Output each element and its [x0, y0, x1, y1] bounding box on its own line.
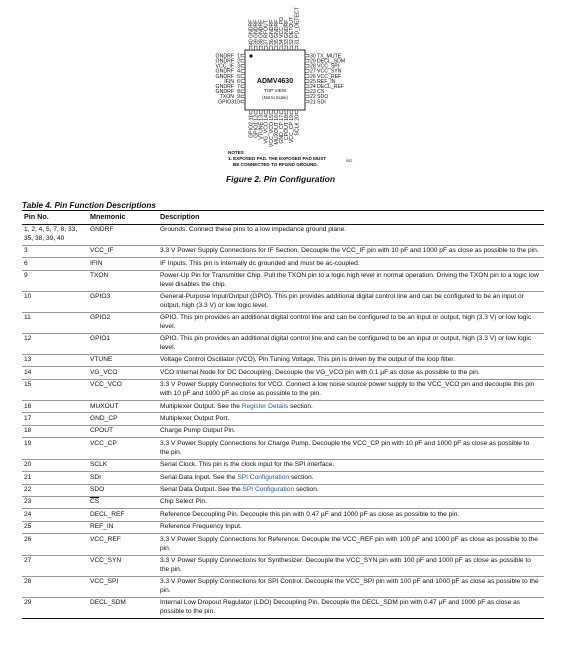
mnemonic-cell: VTUNE — [88, 354, 158, 366]
pin-label: CPOUT — [284, 122, 291, 141]
pin-label: VCC_REF — [317, 73, 342, 80]
description-cell: 3.3 V Power Supply Connections for VCO. Connect a low noise source power supply to the VCC_VCO pin and decouple this pin with 10 pF and 1000 pF as close as possible to the pin. — [158, 379, 544, 400]
table-caption: Table 4. Pin Function Descriptions — [22, 201, 156, 210]
pin-label: 7 — [237, 84, 240, 90]
description-cell: Reference Decoupling Pin. Decouple this pin with 0.47 µF and 1000 pF as close as possible to the pin. — [158, 509, 544, 521]
pin-pad — [241, 100, 245, 103]
mnemonic-cell: IFIN — [88, 258, 158, 270]
description-cell: Multiplexer Output Port. — [158, 413, 544, 425]
description-cell: Chip Select Pin. — [158, 496, 544, 508]
pin-label: TXON — [219, 94, 234, 101]
pin-label: VCC_CP — [289, 122, 296, 144]
pin-pad — [241, 75, 245, 78]
pin-number-cell: 10 — [22, 291, 88, 312]
mnemonic-cell: $\overline{CS}$ — [88, 496, 158, 508]
pin-pad — [305, 59, 309, 62]
description-text: section. — [288, 402, 313, 410]
table-row — [22, 291, 544, 312]
pin-label: 28 — [310, 63, 316, 70]
pin-diagram-svg — [0, 0, 561, 200]
pin-label: VG_VCO — [263, 122, 270, 144]
mnemonic-cell: VCC_IF — [88, 245, 158, 257]
pin-label: DECL_SDM — [317, 58, 346, 65]
description-cell — [158, 472, 544, 484]
pin-pad — [241, 80, 245, 83]
pin-label: 25 — [310, 78, 316, 85]
table-row — [22, 312, 544, 333]
pin-label: VCC_SPI — [317, 63, 340, 70]
pin-label: GNDRF — [215, 89, 234, 96]
description-cell: IF Inputs. This pin is internally dc grounded and must be ac-coupled. — [158, 258, 544, 270]
pin-pad — [285, 110, 288, 114]
pin-number-cell: 15 — [22, 379, 88, 400]
mnemonic-cell: DECL_SDM — [88, 597, 158, 618]
pin-label: GNDRF — [215, 68, 234, 75]
pin-label: GNDRF — [215, 73, 234, 80]
mnemonic-cell: GNDRF — [88, 224, 158, 245]
mnemonic-cell: SDI — [88, 472, 158, 484]
table-row — [22, 425, 544, 437]
pin-number-cell: 11 — [22, 312, 88, 333]
pin-configuration-figure — [0, 0, 561, 200]
pin-pad — [305, 85, 309, 88]
pin-label: 30 — [310, 53, 316, 60]
figure-id: 002 — [346, 159, 353, 163]
pin-label: GPIO2 — [248, 122, 255, 138]
pin-label: RFOUT — [263, 20, 270, 38]
pin-label: GNDRF — [215, 84, 234, 90]
pin-label: GND_CP — [279, 122, 285, 144]
description-cell — [158, 484, 544, 496]
mnemonic-cell: SCLK — [88, 459, 158, 471]
table-row — [22, 333, 544, 354]
pin-pad — [305, 54, 309, 57]
pin-number-cell: 13 — [22, 354, 88, 366]
description-cell: Reference Frequency Input. — [158, 521, 544, 533]
pin-label: 15 — [268, 115, 275, 121]
pin-label: 13 — [258, 115, 265, 121]
pin-label: 2 — [237, 58, 240, 65]
pin-number-cell: 9 — [22, 270, 88, 291]
section-link[interactable]: Register Details — [241, 402, 289, 410]
description-text: Serial Data Input. See the — [160, 473, 238, 481]
pin-label: 12 — [253, 115, 260, 121]
pin-label: GPIO1 — [253, 122, 260, 138]
pin-label: 33 — [284, 39, 291, 45]
pin-label: GNDRF — [258, 19, 265, 38]
description-cell: Grounds. Connect these pins to a low impedance ground plane. — [158, 224, 544, 245]
pin-label: SDO — [317, 94, 329, 101]
description-cell: Charge Pump Output Pin. — [158, 425, 544, 437]
pin-label: 40 — [248, 39, 255, 45]
mnemonic-cell: CPOUT — [88, 425, 158, 437]
pin-label: 14 — [263, 115, 270, 121]
pin-pad — [249, 110, 252, 114]
table-row — [22, 509, 544, 521]
pin-number-cell: 24 — [22, 509, 88, 521]
pin-pad — [241, 95, 245, 98]
description-cell: Internal Low Dropout Regulator (LDO) Decoupling Pin. Decouple the DECL_SDM pin with 0.47 µF and 1000 pF as close as possible to the pin. — [158, 597, 544, 618]
pin-number-cell: 25 — [22, 521, 88, 533]
pin-label: SCLK — [294, 122, 301, 136]
pin-label: 4 — [237, 68, 240, 75]
pin-label: 32 — [289, 39, 296, 45]
pin-pad — [275, 46, 278, 50]
pin-pad — [241, 90, 245, 93]
pin-label: 29 — [310, 58, 316, 65]
description-cell: GPIO. This pin provides an additional digital control line and can be configured to be an input or output, high (3.3 V) or low logic level. — [158, 333, 544, 354]
pin-label: 36 — [268, 39, 275, 45]
pin-pad — [254, 46, 257, 50]
pin-pad — [305, 65, 309, 68]
table-row — [22, 459, 544, 471]
pin-number-cell: 23 — [22, 496, 88, 508]
pin-label: VCC_PD — [279, 16, 285, 38]
pin-number-cell: 21 — [22, 472, 88, 484]
notes-title: NOTES — [228, 150, 244, 155]
pin-label: 39 — [253, 39, 260, 45]
pin-pad — [305, 100, 309, 103]
description-cell: Serial Clock. This pin is the clock input for the SPI interface. — [158, 459, 544, 471]
pin-pad — [260, 46, 263, 50]
table-row — [22, 258, 544, 270]
description-cell: Voltage Control Oscillator (VCO), Pin Tuning Voltage. This pin is driven by the output of the loop filter. — [158, 354, 544, 366]
chip-scale-label: (Not to Scale) — [262, 95, 288, 100]
description-cell: 3.3 V Power Supply Connections for Reference. Decouple the VCC_REF pin with 100 pF and 1000 pF as close as possible to the pin. — [158, 534, 544, 555]
table-row — [22, 438, 544, 459]
pin-pad — [285, 46, 288, 50]
pin-label: 18 — [284, 115, 291, 121]
pin-label: 10 — [234, 99, 240, 106]
header-pin-no: Pin No. — [22, 211, 88, 225]
pin-number-cell: 27 — [22, 555, 88, 576]
pin-number-cell: 18 — [22, 425, 88, 437]
description-text: section. — [289, 473, 314, 481]
pin-pad — [254, 110, 257, 114]
pin-label: 20 — [294, 115, 301, 121]
pin-pad — [280, 110, 283, 114]
mnemonic-cell: VCC_VCO — [88, 379, 158, 400]
pin-number-cell: 12 — [22, 333, 88, 354]
pin-label: 5 — [237, 73, 240, 80]
pin-label: GNDRF — [284, 19, 291, 38]
pin-number-cell: 19 — [22, 438, 88, 459]
pin-number-cell: 3 — [22, 245, 88, 257]
table-row — [22, 401, 544, 413]
pin-label: GPIO3 — [218, 99, 234, 106]
pin-pad — [295, 110, 298, 114]
pin-label: VCC_VCO — [268, 122, 275, 148]
pin-pad — [241, 54, 245, 57]
pin-label: VTUNE — [258, 122, 265, 140]
pin-pad — [270, 110, 273, 114]
table-row — [22, 270, 544, 291]
pin-label: VCC_IF — [215, 63, 234, 70]
table-row — [22, 576, 544, 597]
pin-label: SDI — [317, 99, 326, 106]
pin-label: 17 — [279, 115, 285, 121]
section-link[interactable]: SPI Configuration — [237, 473, 290, 481]
pin-number-cell: 14 — [22, 367, 88, 379]
pin-pad — [280, 46, 283, 50]
header-mnemonic: Mnemonic — [88, 211, 158, 225]
mnemonic-cell: GPIO1 — [88, 333, 158, 354]
description-cell: 3.3 V Power Supply Connections for Synthesizer. Decouple the VCC_SYN pin with 100 pF and 1000 pF as close as possible to the pin. — [158, 555, 544, 576]
pin-label: REF_IN — [317, 78, 336, 85]
mnemonic-cell: VCC_REF — [88, 534, 158, 555]
mnemonic-cell: VCC_SPI — [88, 576, 158, 597]
mnemonic-cell: DECL_REF — [88, 509, 158, 521]
pin-number-cell: 22 — [22, 484, 88, 496]
pin-label: GNDRF — [273, 19, 280, 38]
pin-pad — [260, 110, 263, 114]
pin-label: DETOUT — [289, 16, 296, 38]
pin-label: 19 — [289, 115, 296, 121]
pin-label: PD_DETECT — [294, 7, 301, 38]
pin-label: DECL_REF — [317, 84, 345, 90]
table-row — [22, 367, 544, 379]
header-description: Description — [158, 211, 544, 225]
pin-pad — [305, 75, 309, 78]
pin-pad — [241, 59, 245, 62]
description-text: Multiplexer Output. See the — [160, 402, 242, 410]
pin-label: 23 — [310, 89, 316, 96]
table-row — [22, 224, 544, 245]
section-link[interactable]: SPI Configuration — [242, 486, 295, 493]
pin-number-cell: 16 — [22, 401, 88, 413]
pin-number-cell: 20 — [22, 459, 88, 471]
mnemonic-cell: GND_CP — [88, 413, 158, 425]
pin-number-cell: 1, 2, 4, 5, 7, 8, 33, 35, 38, 39, 40 — [22, 224, 88, 245]
pin-label: VCC_SYN — [317, 68, 342, 75]
description-cell: VCO Internal Node for DC Decoupling. Decouple the VG_VCO pin with 0.1 µF as close as possible to the pin. — [158, 367, 544, 379]
pin-label: 26 — [310, 73, 316, 80]
pin-pad — [249, 46, 252, 50]
pin-label: 27 — [310, 68, 316, 75]
pin-label: MUXOUT — [273, 122, 280, 145]
description-cell: General-Purpose Input/Output (GPIO). This pin provides additional digital control line and can be configured to be an input or output, high (3.3 V) or low logic level. — [158, 291, 544, 312]
pin-pad — [305, 70, 309, 73]
pin-label: 24 — [310, 84, 316, 90]
mnemonic-cell: GPIO2 — [88, 312, 158, 333]
description-cell — [158, 401, 544, 413]
pin-label: 8 — [237, 89, 240, 96]
table-row — [22, 379, 544, 400]
pin-label: GNDRF — [268, 19, 275, 38]
pin-pad — [295, 46, 298, 50]
figure-caption: Figure 2. Pin Configuration — [225, 174, 336, 184]
pin-pad — [305, 95, 309, 98]
table-row — [22, 484, 544, 496]
mnemonic-cell: GPIO3 — [88, 291, 158, 312]
pin-label: 31 — [294, 39, 301, 45]
pin-label: GNDRF — [215, 58, 234, 65]
pin-pad — [241, 70, 245, 73]
pin-number-cell: 17 — [22, 413, 88, 425]
pin-label: TX_MUTE — [317, 53, 342, 60]
pin-pad — [305, 90, 309, 93]
mnemonic-cell: TXON — [88, 270, 158, 291]
pin-label: 1 — [237, 53, 240, 60]
mnemonic-cell: VCC_CP — [88, 438, 158, 459]
table-row — [22, 413, 544, 425]
description-cell: GPIO. This pin provides an additional digital control line and can be configured to be an input or output, high (3.3 V) or low logic level. — [158, 312, 544, 333]
pin-label: 11 — [248, 115, 255, 121]
table-row — [22, 521, 544, 533]
pin-function-table — [22, 210, 544, 619]
table-row — [22, 472, 544, 484]
mnemonic-cell: VG_VCO — [88, 367, 158, 379]
pin-pad — [305, 80, 309, 83]
description-cell: 3.3 V Power Supply Connections for Charge Pump. Decouple the VCC_CP pin with 10 pF and 1000 pF as close as possible to the pin. — [158, 438, 544, 459]
pin-pad — [241, 85, 245, 88]
pin-pad — [270, 46, 273, 50]
notes-line-2: BE CONNECTED TO RFGND GROUND. — [233, 162, 318, 167]
table-row — [22, 555, 544, 576]
pin-number-cell: 28 — [22, 576, 88, 597]
pin-label: 16 — [273, 115, 280, 121]
description-cell: 3.3 V Power Supply Connections for SPI Control. Decouple the VCC_SPI pin with 100 pF and 1000 pF as close as possible to the pin. — [158, 576, 544, 597]
mnemonic-cell: MUXOUT — [88, 401, 158, 413]
pin-label: 22 — [310, 94, 316, 101]
chip-name: ADMV4630 — [256, 78, 294, 85]
pin-pad — [265, 46, 268, 50]
table-header-row — [22, 211, 544, 225]
pin-label: 9 — [237, 94, 240, 101]
pin-label: GNDRF — [248, 19, 255, 38]
mnemonic-cell: SDO — [88, 484, 158, 496]
pin-pad — [290, 110, 293, 114]
description-text: Serial Data Output. See the — [160, 486, 243, 493]
chip-view-label: TOP VIEW — [263, 88, 287, 93]
table-row — [22, 534, 544, 555]
mnemonic-cell: REF_IN — [88, 521, 158, 533]
pin-label: 34 — [279, 39, 285, 45]
pin-label: 35 — [273, 39, 280, 45]
description-cell: 3.3 V Power Supply Connections for IF Section. Decouple the VCC_IF pin with 10 pF and 1000 pF as close as possible to the pin. — [158, 245, 544, 257]
pin-number-cell: 29 — [22, 597, 88, 618]
pin-label: IFIN — [224, 78, 234, 85]
pin-label: 21 — [310, 99, 316, 106]
table-row — [22, 354, 544, 366]
notes-line-1: 1. EXPOSED PAD. THE EXPOSED PAD MUST — [228, 156, 327, 161]
pin-label: 6 — [237, 78, 240, 85]
pin1-marker — [249, 54, 252, 57]
mnemonic-cell: VCC_SYN — [88, 555, 158, 576]
table-row — [22, 597, 544, 618]
pin-label: GNDRF — [253, 19, 260, 38]
pin-pad — [265, 110, 268, 114]
table-row — [22, 245, 544, 257]
pin-label: GNDRF — [215, 53, 234, 60]
pin-pad — [290, 46, 293, 50]
pin-number-cell: 26 — [22, 534, 88, 555]
description-cell: Power-Up Pin for Transmitter Chip. Pull the TXON pin to a logic high level in normal operation. Driving the TXON pin to a logic low level disables the chip. — [158, 270, 544, 291]
description-text: section. — [294, 486, 319, 493]
table-body — [22, 224, 544, 618]
table-row — [22, 496, 544, 508]
pin-label: 3 — [237, 63, 240, 70]
pin-pad — [275, 110, 278, 114]
pin-label: 37 — [263, 39, 270, 45]
pin-label: 38 — [258, 39, 265, 45]
pin-pad — [241, 65, 245, 68]
pin-label: CS — [317, 89, 325, 96]
pin-number-cell: 6 — [22, 258, 88, 270]
